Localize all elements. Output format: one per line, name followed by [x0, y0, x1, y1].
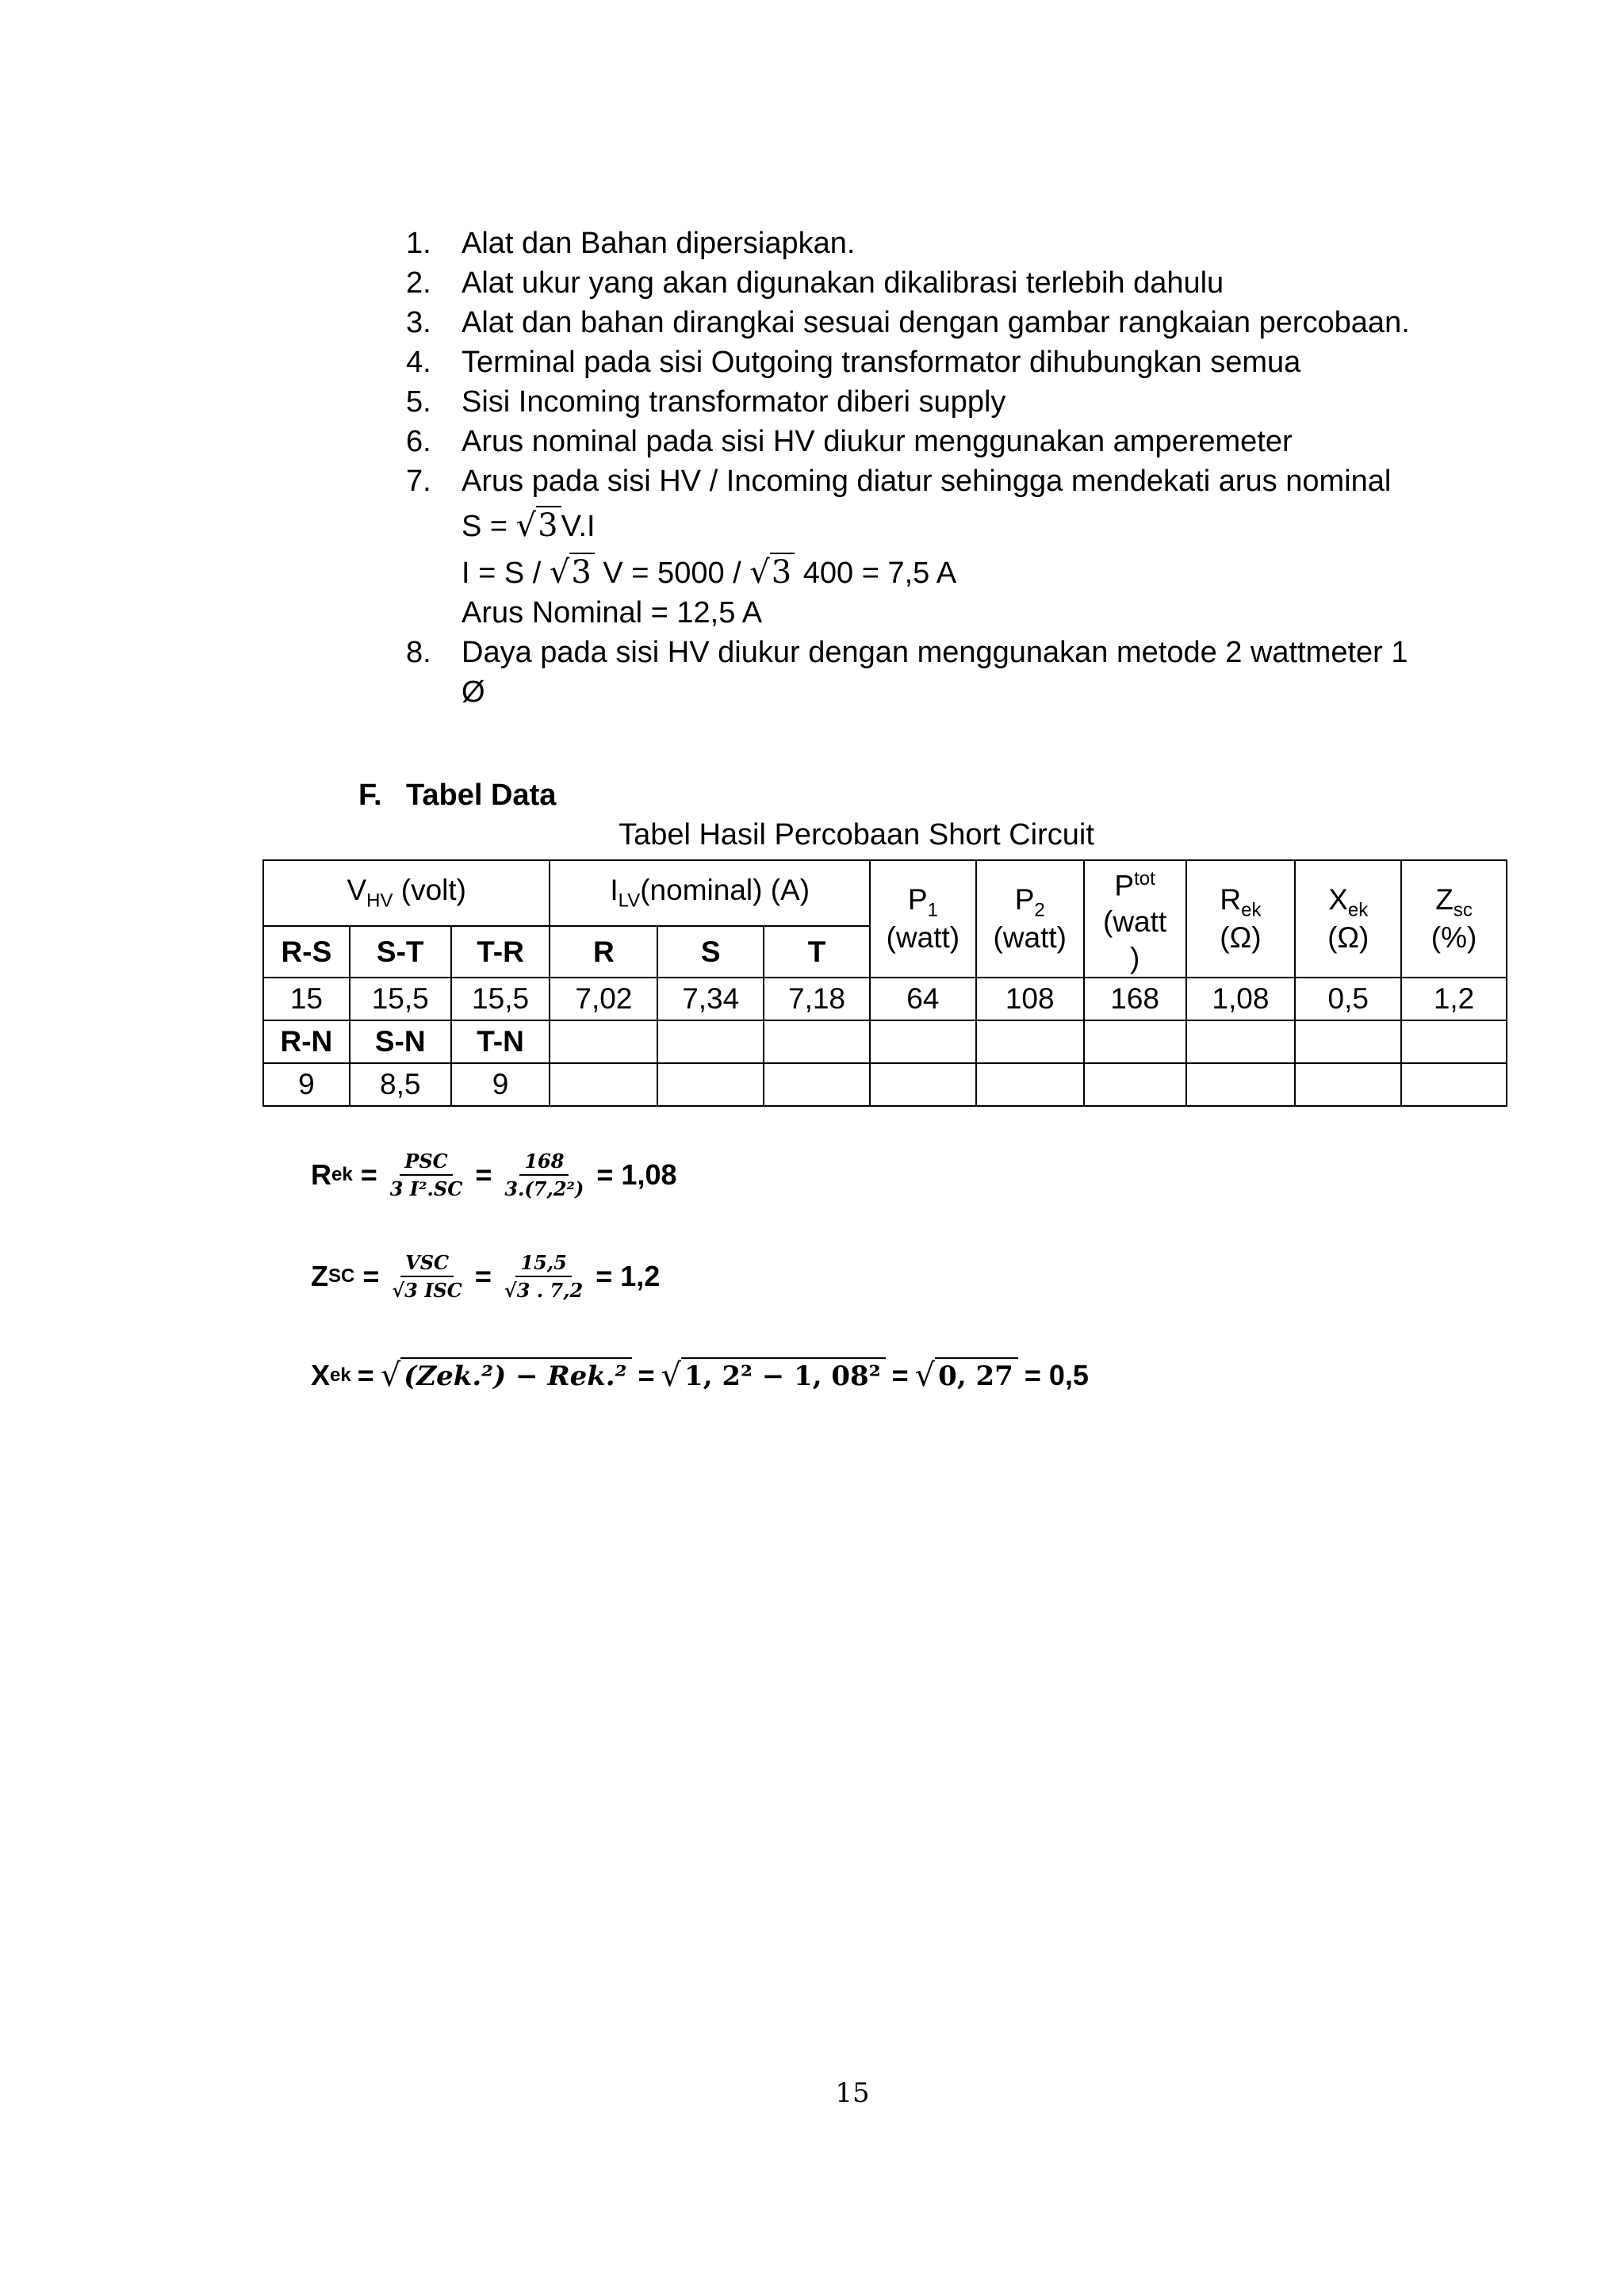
list-number: 5.: [406, 385, 431, 419]
numerator: 168: [519, 1150, 569, 1176]
table-cell: 108: [976, 978, 1084, 1020]
table-cell: T: [764, 926, 870, 978]
list-text-continued: Ø: [462, 675, 485, 709]
table-cell: 9: [263, 1063, 350, 1106]
table-cell: [657, 1020, 764, 1063]
table-cell: [1295, 1020, 1401, 1063]
fraction: [385, 1150, 468, 1200]
table-cell: [870, 1020, 976, 1063]
radical: [915, 1357, 1018, 1394]
table-cell: [1295, 1063, 1401, 1106]
table-cell: S: [657, 926, 764, 978]
sqrt-symbol: √: [914, 1357, 936, 1394]
table-cell: 168: [1084, 978, 1186, 1020]
list-number: 2.: [406, 266, 431, 300]
table-cell: 1,08: [1186, 978, 1296, 1020]
formula-lhs-sub: ek: [330, 1364, 351, 1386]
list-number: 8.: [406, 636, 431, 669]
table-cell: 15,5: [451, 978, 550, 1020]
table-row: [263, 1020, 1507, 1063]
eq-text: I = S /: [462, 557, 550, 590]
formula-result: = 0,5: [1024, 1359, 1089, 1391]
list-text: Alat ukur yang akan digunakan dikalibrasi terlebih dahulu: [462, 266, 1224, 300]
sqrt-arg: 3: [569, 553, 594, 591]
list-text: Daya pada sisi HV diukur dengan menggunakan metode 2 wattmeter 1: [462, 636, 1408, 669]
table-cell: 8,5: [350, 1063, 451, 1106]
list-number: 6.: [406, 425, 431, 458]
list-number: 7.: [406, 465, 431, 498]
header-vhv: $V_{HV}$ (volt): [263, 860, 550, 926]
table-cell: [657, 1063, 764, 1106]
table-cell: 0,5: [1295, 978, 1401, 1020]
radical: [661, 1357, 886, 1394]
equals-sign: =: [474, 1260, 492, 1292]
table-cell: [976, 1020, 1084, 1063]
equals-sign: =: [357, 1359, 374, 1391]
section-heading: [358, 779, 556, 813]
list-text: Alat dan Bahan dipersiapkan.: [462, 227, 856, 260]
table-cell: [550, 1020, 657, 1063]
list-item: [406, 303, 1437, 342]
header-zsc: $Z_{sc}$ (%): [1401, 860, 1507, 978]
sqrt-arg: 3: [770, 553, 795, 591]
sqrt-symbol: √3: [749, 553, 795, 591]
formula-lhs: R: [311, 1158, 331, 1191]
table-cell: [764, 1063, 870, 1106]
sqrt-symbol: √3: [550, 553, 595, 591]
formula-lhs: X: [311, 1359, 331, 1391]
table-cell: 1,2: [1401, 978, 1507, 1020]
section-letter: F.: [358, 779, 382, 812]
radicand: 1, 2² − 1, 08²: [681, 1357, 886, 1392]
radical: [381, 1357, 632, 1394]
list-item: [406, 224, 1437, 263]
list-item: [406, 422, 1437, 461]
eq-text: 400 = 7,5 A: [795, 557, 957, 590]
equals-sign: =: [891, 1359, 909, 1391]
header-p2: $P_2$ (watt): [976, 860, 1084, 978]
list-number: 3.: [406, 306, 431, 339]
denominator: 3 I².SC: [389, 1177, 463, 1200]
list-text: Alat dan bahan dirangkai sesuai dengan gambar rangkaian percobaan.: [462, 306, 1410, 339]
arus-nominal-text: Arus Nominal = 12,5 A: [462, 596, 763, 629]
table-cell: 15,5: [350, 978, 451, 1020]
denominator: √3 . 7,2: [504, 1279, 584, 1302]
table-cell: [870, 1063, 976, 1106]
list-number: 1.: [406, 227, 431, 260]
list-text: Terminal pada sisi Outgoing transformator dihubungkan semua: [462, 346, 1301, 379]
table-header-row: [263, 860, 1507, 926]
data-table: [262, 859, 1507, 1107]
radicand: 0, 27: [935, 1357, 1018, 1392]
table-cell: [1401, 1063, 1507, 1106]
procedure-list: [406, 224, 1437, 712]
section-title: Tabel Data: [406, 779, 557, 812]
table-cell: [550, 1063, 657, 1106]
fraction: [387, 1251, 467, 1302]
equation-i: [406, 553, 1437, 593]
numerator: PSC: [400, 1150, 452, 1176]
numerator: 15,5: [515, 1251, 571, 1277]
table-cell: T-N: [451, 1020, 550, 1063]
formula-xek: [311, 1357, 1089, 1394]
eq-text: V = 5000 /: [594, 557, 750, 590]
equation-s: [406, 506, 1437, 546]
table-cell: 15: [263, 978, 350, 1020]
table-cell: [1186, 1020, 1296, 1063]
sqrt-symbol: √: [661, 1357, 682, 1394]
equals-sign: =: [362, 1260, 380, 1292]
list-item: [406, 342, 1437, 382]
table-cell: [1401, 1020, 1507, 1063]
table-cell: R: [550, 926, 657, 978]
list-number: 4.: [406, 346, 431, 379]
header-ilv: $I_{LV}(nominal)$ (A): [550, 860, 869, 926]
table-cell: 7,18: [764, 978, 870, 1020]
table-row: [263, 978, 1507, 1020]
list-item: [406, 633, 1437, 672]
table-cell: 64: [870, 978, 976, 1020]
eq-text: V.I: [561, 510, 596, 543]
table-cell: [764, 1020, 870, 1063]
table-cell: S-N: [350, 1020, 451, 1063]
header-rek: $R_{ek}$ (Ω): [1186, 860, 1296, 978]
table-cell: R-N: [263, 1020, 350, 1063]
list-item: [406, 382, 1437, 422]
table-cell: 9: [451, 1063, 550, 1106]
list-item: [406, 263, 1437, 303]
list-item: [406, 461, 1437, 501]
sqrt-arg: 3: [536, 506, 561, 544]
table-cell: 7,02: [550, 978, 657, 1020]
formula-result: = 1,2: [596, 1260, 661, 1292]
equals-sign: =: [638, 1359, 655, 1391]
table-row: [263, 1063, 1507, 1106]
formula-rek: [311, 1150, 676, 1200]
list-text: Arus nominal pada sisi HV diukur menggunakan amperemeter: [462, 425, 1293, 458]
header-ptot: $P^{tot}$ (watt ): [1084, 860, 1186, 978]
list-text: Arus pada sisi HV / Incoming diatur sehingga mendekati arus nominal: [462, 465, 1392, 498]
table-cell: [976, 1063, 1084, 1106]
eq-text: S =: [462, 510, 516, 543]
denominator: √3 ISC: [392, 1279, 462, 1302]
table-cell: S-T: [350, 926, 451, 978]
formula-lhs-sub: SC: [328, 1265, 355, 1287]
equals-sign: =: [475, 1158, 492, 1191]
table-cell: [1084, 1020, 1186, 1063]
denominator: 3.(7,2²): [504, 1177, 584, 1200]
header-xek: $X_{ek}$ (Ω): [1295, 860, 1401, 978]
formula-lhs: Z: [311, 1260, 328, 1292]
formula-lhs-sub: ek: [331, 1164, 353, 1185]
table-cell: [1084, 1063, 1186, 1106]
table-cell: [1186, 1063, 1296, 1106]
page-number: 15: [835, 2077, 870, 2109]
sqrt-symbol: √3: [516, 506, 561, 544]
table-cell: R-S: [263, 926, 350, 978]
fraction: [500, 1251, 588, 1302]
equals-sign: =: [360, 1158, 377, 1191]
table-cell: T-R: [451, 926, 550, 978]
formula-result: = 1,08: [596, 1158, 677, 1191]
list-text: Sisi Incoming transformator diberi supply: [462, 385, 1006, 419]
sqrt-symbol: √: [380, 1357, 401, 1394]
table-caption: Tabel Hasil Percobaan Short Circuit: [619, 818, 1094, 851]
fraction: [500, 1150, 588, 1200]
radicand: (Zek.²) − Rek.²: [400, 1357, 631, 1392]
header-p1: $P_1$ (watt): [870, 860, 976, 978]
table-cell: 7,34: [657, 978, 764, 1020]
numerator: VSC: [400, 1251, 454, 1277]
formula-zsc: [311, 1251, 660, 1302]
